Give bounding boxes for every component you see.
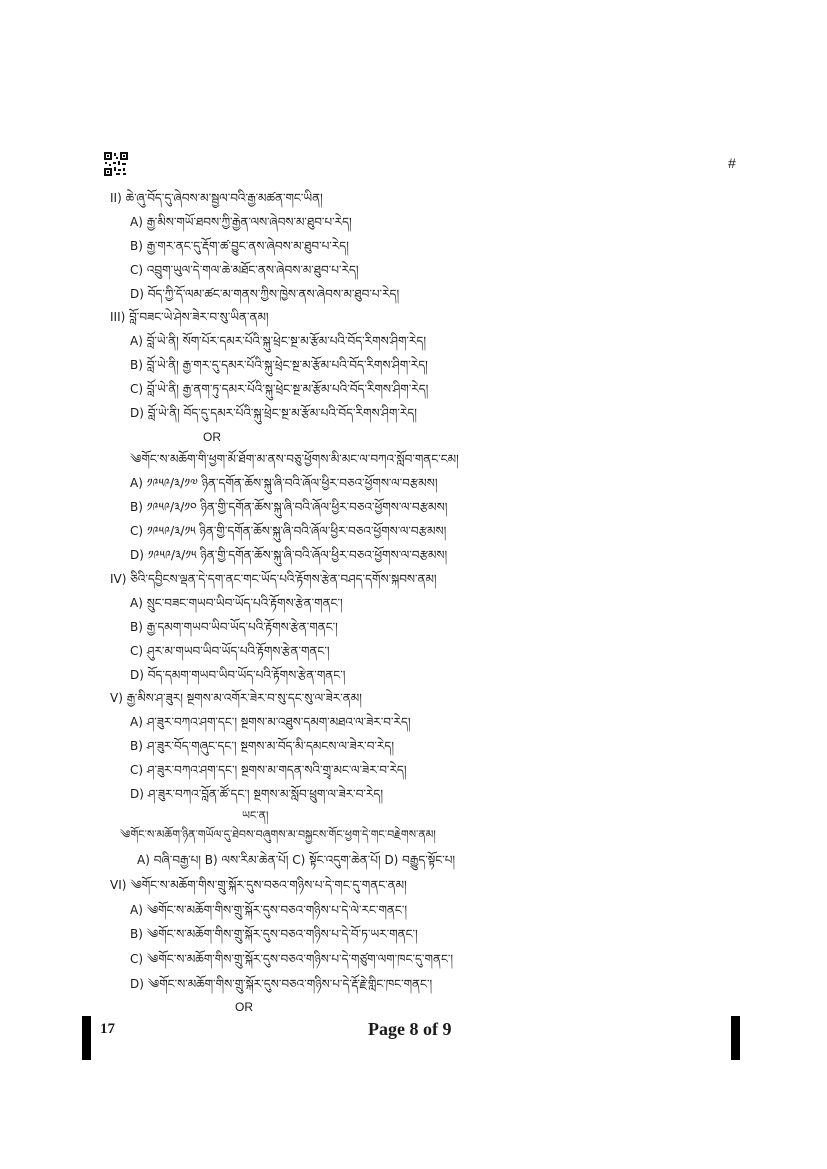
question-title: III) བློ་བཟང་ཡེ་ཤེས་ཟེར་བ་སུ་ཡིན་ནམ། [110, 310, 269, 324]
option-a: A) སྲུང་བཟང་གཡབ་ཡིབ་ཡོད་པའི་རྟོགས་རྩེན་གནང་། [130, 596, 343, 610]
question-title: II) ཆེ་ཞུ་བོད་དུ་ཞེབས་མ་སྦྱལ་བའི་རྒྱ་མཚན་གང་ཡིན། [110, 191, 323, 205]
option-b: B) རྒྱ་དམག་གཡབ་ཡིབ་ཡོད་པའི་རྟོགས་རྩེན་གནང་། [130, 620, 338, 634]
page-marker: # [728, 155, 736, 171]
option-d: D) ཤ་ཟུར་བཀའ་བློན་ཚོ་དང་། སྔགས་མ་སློབ་ཕྲུག་ལ་ཟེར་བ་རེད། [130, 787, 383, 801]
option-d: D) བོད་དམག་གཡབ་ཡིབ་ཡོད་པའི་རྟོགས་རྩེན་གནང་། [130, 668, 346, 682]
footer-bar-right [731, 1016, 740, 1060]
question-title: V) རྒྱ་མིས་ཤ་ཟུར། སྔགས་མ་འགོར་ཟེར་བ་སུ་དང་སུ་ལ་ཟེར་ནམ། [110, 691, 362, 705]
or-label: ཡང་ན། [242, 809, 269, 822]
or-label: OR [235, 1000, 253, 1014]
option-b: B) ཤ་ཟུར་བོད་གཞུང་དང་། སྔགས་མ་བོད་མི་དམངས་ལ་ཟེར་བ་རེད། [130, 739, 394, 753]
option-a: A) བློ་ཡེ་ནི། སོག་པོར་དམར་པོའི་སྐུ་ཕྲེང་སྔ་མ་རྩོམ་པའི་བོད་རིགས་ཤིག་རེད། [130, 334, 427, 348]
alternate-question-title: ༄གོང་ས་མཆོག་གི་ཕྱག་མོ་ཐོག་མ་ནས་བཅུ་ཕྱོགས་མི་མང་ལ་བཀའ་སློབ་གནང་ངམ། [130, 452, 459, 466]
option-d: D) ༡༩༥༩/༣/༡༥ ཉིན་གྱི་དགོན་ཆོས་སྐུ་ཞི་བའི་ཞོལ་ཕྱིར་བཅའ་ཕྱོགས་ལ་བརྩམས། [130, 548, 448, 562]
option-d: D) བློ་ཡེ་ནི། བོད་དུ་དམར་པོའི་སྐུ་ཕྲེང་སྔ་མ་རྩོམ་པའི་བོད་རིགས་ཤིག་རེད། [130, 406, 417, 420]
footer-code: 17 [100, 1021, 115, 1037]
option-c: C) ༄གོང་ས་མཆོག་གིས་གྲུ་སྐོར་དུས་བཅའ་གཉིས་པ་དེ་གཙུག་ལག་ཁང་དུ་གནང་། [130, 952, 454, 966]
option-c: C) བློ་ཡེ་ནི། རྒྱ་ནག་ཏུ་དམར་པོའི་སྐུ་ཕྲེང་སྔ་མ་རྩོམ་པའི་བོད་རིགས་ཤིག་རེད། [130, 382, 429, 396]
option-a: A) རྒྱ་མིས་གཡོ་ཐབས་ཀྱི་རྒྱེན་ལས་ཞེབས་མ་ཐུབ་པ་རེད། [130, 215, 352, 229]
option-a: A) ༡༩༥༩/༣/༡༧ ཉིན་དགོན་ཆོས་སྐུ་ཞི་བའི་ཞོལ་ཕྱིར་བཅའ་ཕྱོགས་ལ་བརྩམས། [130, 476, 438, 490]
inline-options: A) བཞི་བརྒྱ་པ། B) ལས་རིམ་ཆེན་པོ། C) སྟོང་འདུག་ཆེན་པོ། D) བརྒྱུད་སྟོང་པ། [137, 853, 456, 867]
question-title: IV) ཅིའི་དབྱིངས་ལྡན་དེ་དག་ནང་གང་ཡོད་པའི་རྟོགས་རྩེན་བཤད་དགོས་སྐབས་ནམ། [110, 572, 437, 586]
option-c: C) ཤ་ཟུར་བཀའ་ཤག་དང་། སྔགས་མ་གདན་སའི་གྲྭ་མང་ལ་ཟེར་བ་རེད། [130, 763, 407, 777]
option-b: B) ༄གོང་ས་མཆོག་གིས་གྲུ་སྐོར་དུས་བཅའ་གཉིས་པ་དེ་བོ་ཏ་ཡར་གནང་། [130, 927, 418, 941]
option-c: C) ཤུར་མ་གཡབ་ཡིབ་ཡོད་པའི་རྟོགས་རྩེན་གནང་། [130, 644, 330, 658]
option-d: D) བོད་ཀྱི་དོ་ལམ་ཚང་མ་གནས་ཀྱིས་ཁྱེས་ནས་ཞེབས་མ་ཐུབ་པ་རེད། [130, 287, 400, 301]
option-c: C) ༡༩༥༩/༣/༡༥ ཉིན་གྱི་དགོན་ཆོས་སྐུ་ཞི་བའི་ཞོལ་ཕྱིར་བཅའ་ཕྱོགས་ལ་བརྩམས། [130, 524, 447, 538]
option-b: B) ༡༩༥༩/༣/༡༠ ཉིན་གྱི་དགོན་ཆོས་སྐུ་ཞི་བའི་ཞོལ་ཕྱིར་བཅའ་ཕྱོགས་ལ་བརྩམས། [130, 500, 448, 514]
footer-bar-left [82, 1016, 91, 1060]
or-label: OR [203, 430, 221, 444]
qr-code [104, 152, 128, 176]
option-a: A) ༄གོང་ས་མཆོག་གིས་གྲུ་སྐོར་དུས་བཅའ་གཉིས་པ་དེ་ལེ་རང་གནང་། [130, 903, 407, 917]
option-b: B) རྒྱ་གར་ནང་དུ་རྡོག་ཚ་བྱུང་ནས་ཞེབས་མ་ཐུབ་པ་རེད། [130, 239, 349, 253]
page-number: Page 8 of 9 [368, 1019, 452, 1039]
question-title: VI) ༄གོང་ས་མཆོག་གིས་གྲུ་སྐོར་དུས་བཅའ་གཉིས་པ་དེ་གང་དུ་གནང་ནམ། [110, 878, 407, 892]
option-d: D) ༄གོང་ས་མཆོག་གིས་གྲུ་སྐོར་དུས་བཅའ་གཉིས་པ་དེ་རྡོ་རྗེ་གླིང་ཁང་གནང་། [130, 977, 433, 991]
option-a: A) ཤ་ཟུར་བཀའ་ཤག་དང་། སྔགས་མ་འཐུས་དམག་མཐའ་ལ་ཟེར་བ་རེད། [130, 715, 411, 729]
option-b: B) བློ་ཡེ་ནི། རྒྱ་གར་དུ་དམར་པོའི་སྐུ་ཕྲེང་སྔ་མ་རྩོམ་པའི་བོད་རིགས་ཤིག་རེད། [130, 358, 428, 372]
option-c: C) འབྲུག་ཡུལ་དེ་གལ་ཆེ་མཐོང་ནས་ཞེབས་མ་ཐུབ་པ་རེད། [130, 263, 359, 277]
alternate-question-title: ༄གོང་ས་མཆོག་ཉིན་གཡོལ་དུ་ཐེབས་བཞུགས་མ་བསྐྱངས་གོང་ཕྱག་དེ་གང་བརྗེགས་ནམ། [120, 828, 436, 841]
